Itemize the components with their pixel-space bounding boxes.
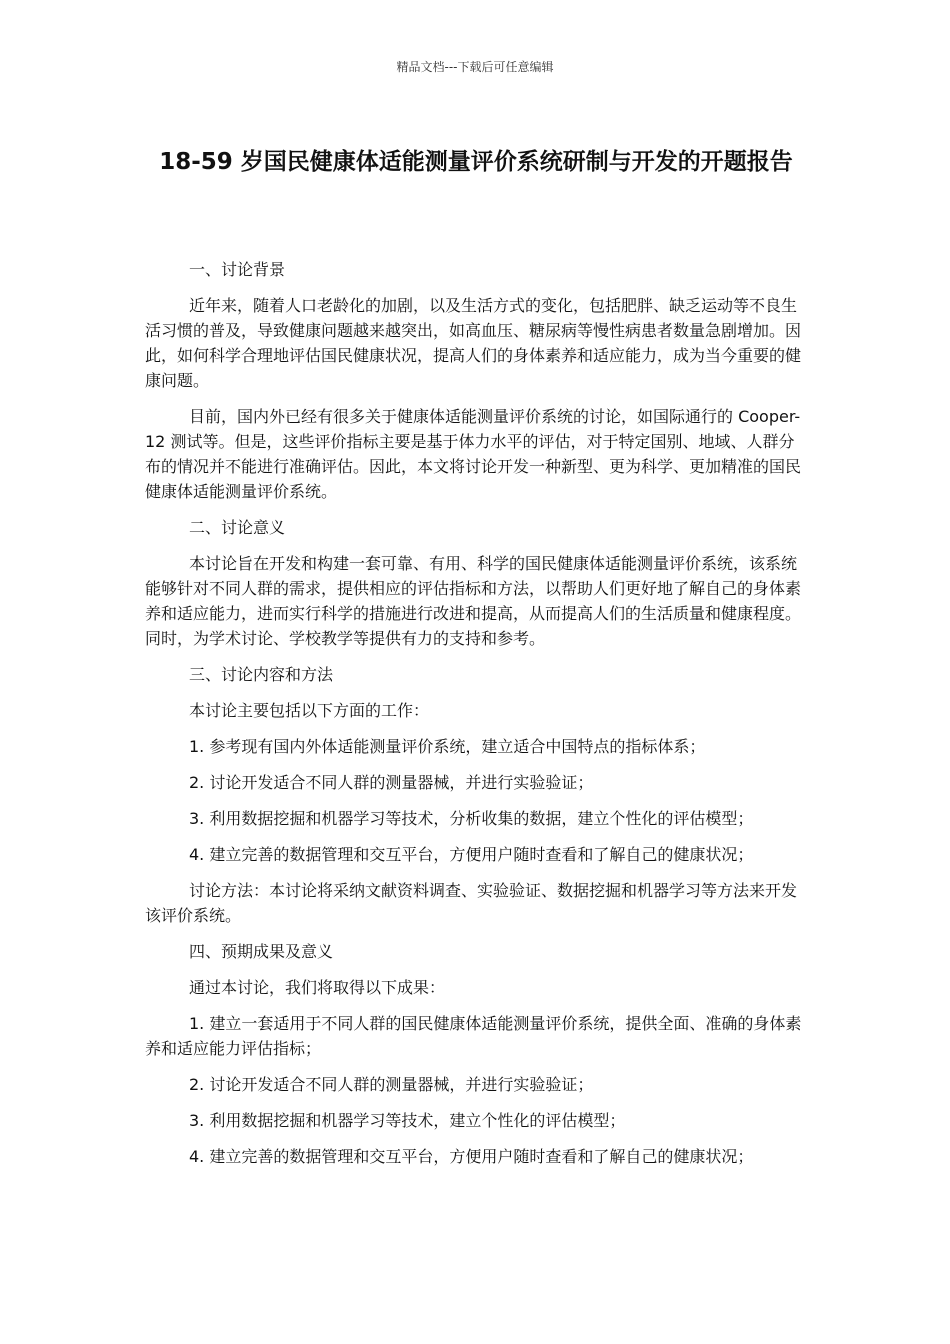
list-item-content-4: 4. 建立完善的数据管理和交互平台，方便用户随时查看和了解自己的健康状况；: [189, 845, 754, 864]
section-heading-content-methods: 三、讨论内容和方法: [189, 665, 334, 684]
document-body: [145, 257, 810, 1180]
section-heading-outcomes: 四、预期成果及意义: [189, 942, 334, 961]
header-note: 精品文档---下载后可任意编辑: [396, 60, 554, 74]
list-item-outcome-4: 4. 建立完善的数据管理和交互平台，方便用户随时查看和了解自己的健康状况；: [189, 1147, 754, 1166]
list-item-outcome-2: 2. 讨论开发适合不同人群的测量器械，并进行实验验证；: [189, 1075, 594, 1094]
list-item-content-1: 1. 参考现有国内外体适能测量评价系统，建立适合中国特点的指标体系；: [189, 737, 706, 756]
paragraph-outcomes-intro: 通过本讨论，我们将取得以下成果：: [189, 978, 446, 997]
paragraph-background-1: 近年来，随着人口老龄化的加剧，以及生活方式的变化，包括肥胖、缺乏运动等不良生活习惯的普及，导致健康问题越来越突出，如高血压、糖尿病等慢性病患者数量急剧增加。因此，如何科学合理地评估国民健康状况，提高人们的身体素养和适应能力，成为当今重要的健康问题。: [145, 296, 802, 390]
paragraph-background-2: 目前，国内外已经有很多关于健康体适能测量评价系统的讨论，如国际通行的 Cooper-12 测试等。但是，这些评价指标主要是基于体力水平的评估，对于特定国别、地域、人群分布的情况并不能进行准确评估。因此，本文将讨论开发一种新型、更为科学、更加精准的国民健康体适能测量评价系统。: [145, 407, 802, 501]
list-item-content-3: 3. 利用数据挖掘和机器学习等技术，分析收集的数据，建立个性化的评估模型；: [189, 809, 754, 828]
section-heading-significance: 二、讨论意义: [189, 518, 286, 537]
paragraph-significance: 本讨论旨在开发和构建一套可靠、有用、科学的国民健康体适能测量评价系统，该系统能够针对不同人群的需求，提供相应的评估指标和方法，以帮助人们更好地了解自己的身体素养和适应能力，进而实行科学的措施进行改进和提高，从而提高人们的生活质量和健康程度。同时，为学术讨论、学校教学等提供有力的支持和参考。: [145, 554, 802, 648]
list-item-outcome-1: 1. 建立一套适用于不同人群的国民健康体适能测量评价系统，提供全面、准确的身体素养和适应能力评估指标；: [145, 1014, 802, 1058]
list-item-outcome-3: 3. 利用数据挖掘和机器学习等技术，建立个性化的评估模型；: [189, 1111, 626, 1130]
paragraph-content-intro: 本讨论主要包括以下方面的工作：: [189, 701, 430, 720]
paragraph-methods: 讨论方法：本讨论将采纳文献资料调查、实验验证、数据挖掘和机器学习等方法来开发该评价系统。: [145, 881, 798, 925]
document-title: 18-59 岁国民健康体适能测量评价系统研制与开发的开题报告: [159, 149, 793, 175]
section-heading-background: 一、讨论背景: [189, 260, 286, 279]
list-item-content-2: 2. 讨论开发适合不同人群的测量器械，并进行实验验证；: [189, 773, 594, 792]
